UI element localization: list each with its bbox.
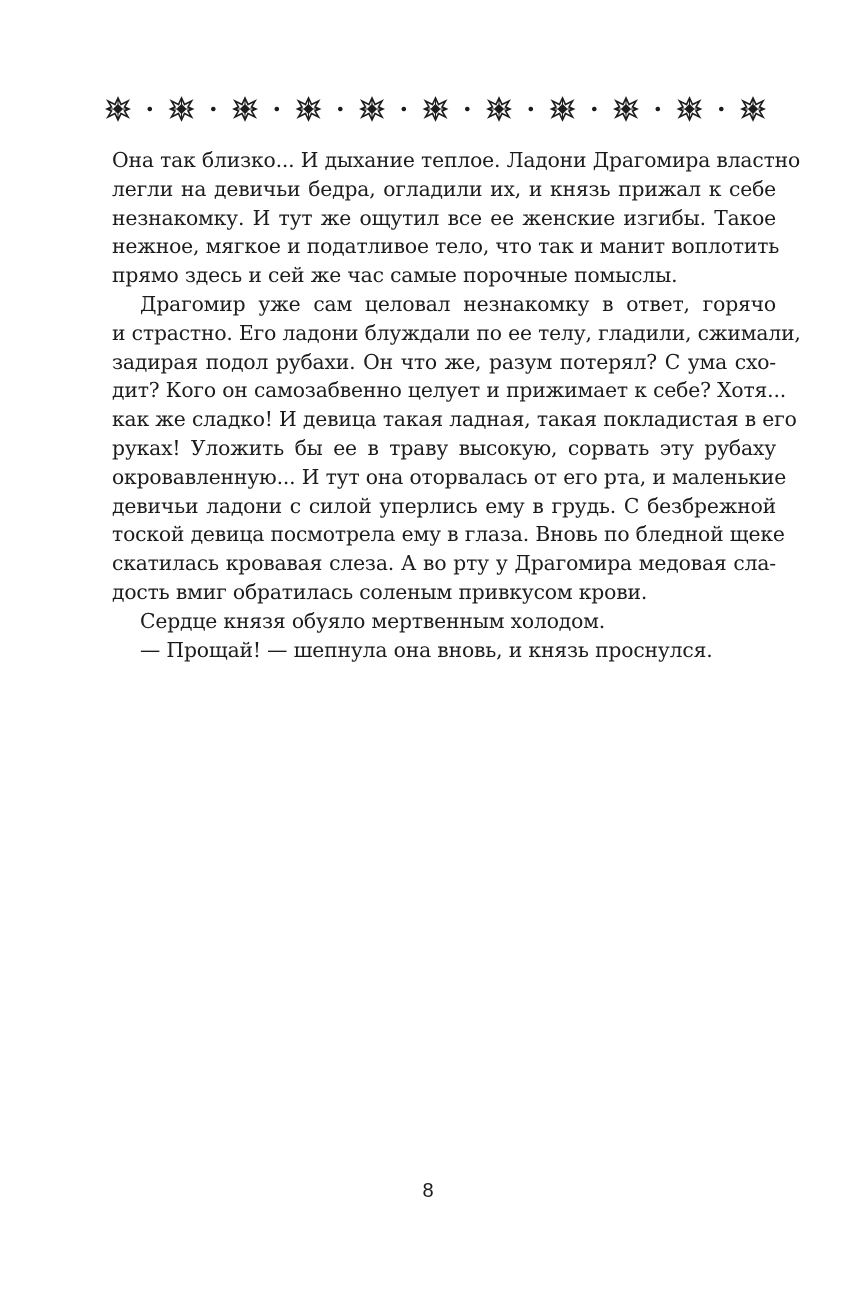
body-text [112, 146, 801, 664]
page-number: 8 [422, 1180, 434, 1202]
text-line: легли на девичьи бедра, огладили их, и князь прижал к себе [112, 176, 776, 201]
text-line: — Прощай! — шепнула она вновь, и князь проснулся. [140, 637, 713, 662]
text-line: Она так близко... И дыхание теплое. Ладони Драгомира властно [112, 148, 801, 172]
ornament-star-icon [171, 98, 193, 120]
ornament-star-icon [234, 98, 256, 120]
text-line: руках! Уложить бы ее в траву высокую, сорвать эту рубаху [112, 435, 776, 460]
dot-icon [465, 107, 470, 112]
ornament-divider [104, 92, 780, 126]
ornament-star-icon [742, 98, 764, 120]
text-line: скатилась кровавая слеза. А во рту у Драгомира медовая сла- [112, 551, 776, 576]
ornament-star-icon [298, 98, 320, 120]
text-line: девичьи ладони с силой уперлись ему в грудь. С безбрежной [112, 493, 776, 518]
text-line: задирая подол рубахи. Он что же, разум потерял? С ума схо- [112, 349, 776, 374]
dot-icon [402, 107, 407, 112]
dot-icon [592, 107, 597, 112]
ornament-star-icon [107, 98, 129, 120]
text-line: тоской девица посмотрела ему в глаза. Вновь по бледной щеке [112, 522, 785, 547]
ornament-star-icon [552, 98, 574, 120]
dot-icon [719, 107, 724, 112]
ornament-star-icon [361, 98, 383, 120]
dot-icon [656, 107, 661, 112]
text-line: как же сладко! И девица такая ладная, такая покладистая в его [112, 407, 797, 432]
dot-icon [529, 107, 534, 112]
text-line: дость вмиг обратилась соленым привкусом крови. [112, 579, 648, 604]
dot-icon [148, 107, 153, 112]
text-line: Сердце князя обуяло мертвенным холодом. [140, 608, 606, 633]
ornament-star-icon [425, 98, 447, 120]
dot-icon [275, 107, 280, 112]
text-line: нежное, мягкое и податливое тело, что так и манит воплотить [112, 234, 780, 259]
ornament-star-icon [615, 98, 637, 120]
text-line: дит? Кого он самозабвенно целует и прижимает к себе? Хотя... [112, 378, 787, 403]
text-line: окровавленную... И тут она оторвалась от его рта, и маленькие [112, 464, 787, 489]
text-line: и страстно. Его ладони блуждали по ее телу, гладили, сжимали, [112, 320, 801, 345]
ornament-star-icon [679, 98, 701, 120]
dot-icon [338, 107, 343, 112]
dot-icon [211, 107, 216, 112]
text-line: Драгомир уже сам целовал незнакомку в ответ, горячо [140, 291, 776, 316]
text-line: прямо здесь и сей же час самые порочные помыслы. [112, 263, 678, 288]
text-line: незнакомку. И тут же ощутил все ее женские изгибы. Такое [112, 205, 776, 230]
ornament-divider-graphic [104, 92, 780, 126]
ornament-star-icon [488, 98, 510, 120]
